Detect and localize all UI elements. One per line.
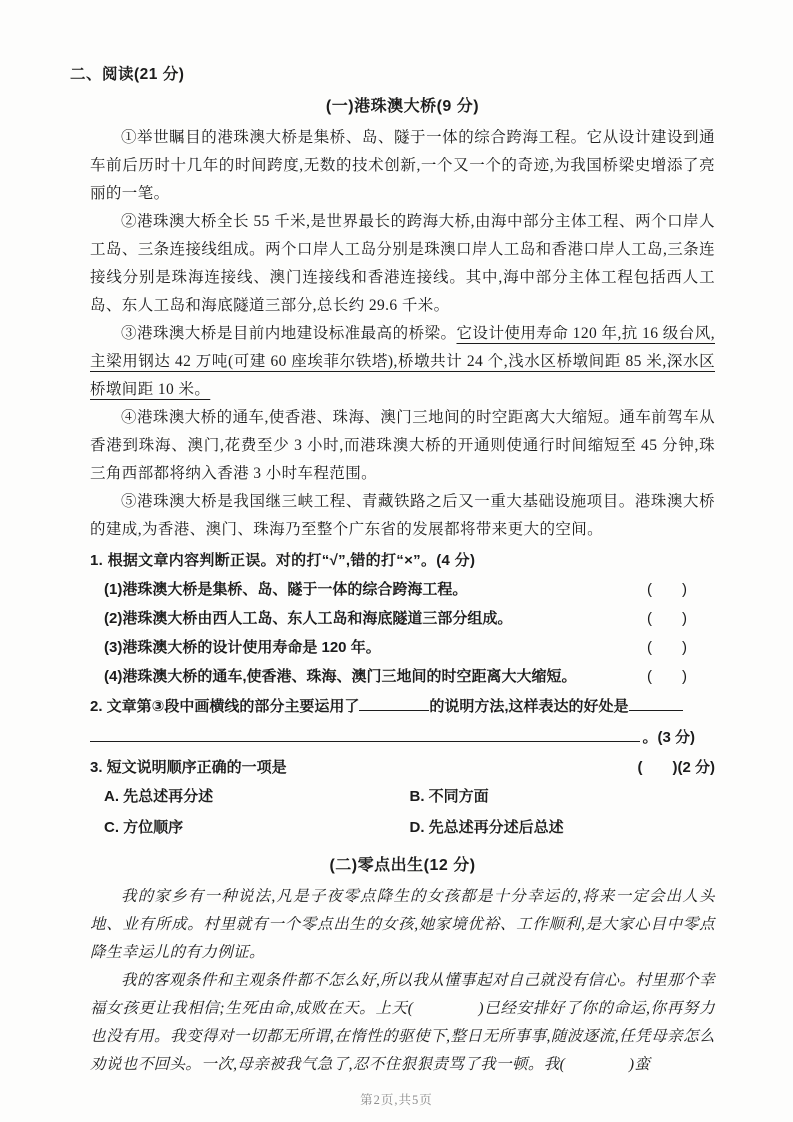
question3-answer-area <box>637 753 715 782</box>
option-d: D. 先总述再分述后总述 <box>409 819 564 836</box>
judgment-item-1-text: (1)港珠澳大桥是集桥、岛、隧于一体的综合跨海工程。 <box>104 581 468 598</box>
paragraph3-underlined-segment: 它设计使用寿命 120 年,抗 16 级台风,主梁用钢达 42 万吨(可建 60 座埃菲尔铁塔),桥墩共计 24 个,浅水区桥墩间距 85 米,深水区桥墩间距 10 米。 <box>90 325 715 398</box>
question3-answer-bracket: ( ) <box>637 759 678 776</box>
question1-stem: 1. 根据文章内容判断正误。对的打“√”,错的打“×”。(4 分) <box>90 552 476 569</box>
question2-stem <box>90 691 715 722</box>
passage1-paragraph-3 <box>90 320 715 404</box>
section-heading: 二、阅读(21 分) <box>70 66 185 83</box>
question2-score: 。(3 分) <box>642 729 695 746</box>
question2-answer-blank-2 <box>629 696 683 711</box>
question2-answer-blank-1 <box>359 696 429 711</box>
paragraph3-plain-segment: ③港珠澳大桥是目前内地建设标准最高的桥梁。 <box>121 325 457 342</box>
question2-answer-blank-3 <box>90 727 640 742</box>
judgment-item-4-answer-bracket: ( ) <box>647 668 687 685</box>
question3-score: (2 分) <box>677 759 715 776</box>
judgment-item-3-text: (3)港珠澳大桥的设计使用寿命是 120 年。 <box>104 639 381 656</box>
judgment-item-1-answer-bracket: ( ) <box>647 581 687 598</box>
question2-answer-line <box>90 722 715 753</box>
judgment-item-3 <box>90 633 715 662</box>
passage2-paragraph-1: 我的家乡有一种说法,凡是子夜零点降生的女孩都是十分幸运的,将来一定会出人头地、业有所成。村里就有一个零点出生的女孩,她家境优裕、工作顺利,是大家心目中零点降生幸运儿的有力例证。 <box>90 888 715 961</box>
passage1-paragraph-2: ②港珠澳大桥全长 55 千米,是世界最长的跨海大桥,由海中部分主体工程、两个口岸人工岛、三条连接线组成。两个口岸人工岛分别是珠澳口岸人工岛和香港口岸人工岛,三条连接线分别是珠海连接线、澳门连接线和香港连接线。其中,海中部分主体工程包括西人工岛、东人工岛和海底隧道三部分,总长约 29.6 千米。 <box>90 213 715 314</box>
question2-stem-part1: 2. 文章第③段中画横线的部分主要运用了 <box>90 698 360 715</box>
judgment-item-3-answer-bracket: ( ) <box>647 639 687 656</box>
passage1-paragraph-4: ④港珠澳大桥的通车,使香港、珠海、澳门三地间的时空距离大大缩短。通车前驾车从香港到珠海、澳门,花费至少 3 小时,而港珠澳大桥的开通则使通行时间缩短至 45 分钟,珠三角西部都将纳入香港 3 小时车程范围。 <box>90 409 715 482</box>
question3-stem: 3. 短文说明顺序正确的一项是 <box>90 759 287 776</box>
judgment-item-2 <box>90 604 715 633</box>
question2-stem-part2: 的说明方法,这样表达的好处是 <box>429 698 629 715</box>
passage1-title: (一)港珠澳大桥(9 分) <box>325 98 480 115</box>
option-a: A. 先总述再分述 <box>104 788 214 805</box>
question3-stem-row <box>90 753 715 782</box>
judgment-item-1 <box>90 575 715 604</box>
option-c: C. 方位顺序 <box>104 819 184 836</box>
judgment-item-4 <box>90 662 715 691</box>
question3-options <box>90 782 715 842</box>
page-footer: 第2页,共5页 <box>360 1093 433 1107</box>
option-b: B. 不同方面 <box>409 788 489 805</box>
judgment-item-2-answer-bracket: ( ) <box>647 610 687 627</box>
page-content <box>70 62 715 1079</box>
judgment-item-2-text: (2)港珠澳大桥由西人工岛、东人工岛和海底隧道三部分组成。 <box>104 610 513 627</box>
passage1-paragraph-5: ⑤港珠澳大桥是我国继三峡工程、青藏铁路之后又一重大基础设施项目。港珠澳大桥的建成,为香港、澳门、珠海乃至整个广东省的发展都将带来更大的空间。 <box>90 493 715 538</box>
passage2-title: (二)零点出生(12 分) <box>329 857 476 874</box>
passage2-paragraph-2: 我的客观条件和主观条件都不怎么好,所以我从懂事起对自己就没有信心。村里那个幸福女孩更让我相信;生死由命,成败在天。上天( )已经安排好了你的命运,你再努力也没有用。我变得对一切都无所谓,在惰性的驱使下,整日无所事事,随波逐流,任凭母亲怎么劝说也不回头。一次,母亲被我气急了,忍不住狠狠责骂了我一顿。我( )蛮 <box>90 972 715 1073</box>
passage1-paragraph-1: ①举世瞩目的港珠澳大桥是集桥、岛、隧于一体的综合跨海工程。它从设计建设到通车前后历时十几年的时间跨度,无数的技术创新,一个又一个的奇迹,为我国桥梁史增添了亮丽的一笔。 <box>90 129 715 202</box>
judgment-item-4-text: (4)港珠澳大桥的通车,使香港、珠海、澳门三地间的时空距离大大缩短。 <box>104 668 577 685</box>
